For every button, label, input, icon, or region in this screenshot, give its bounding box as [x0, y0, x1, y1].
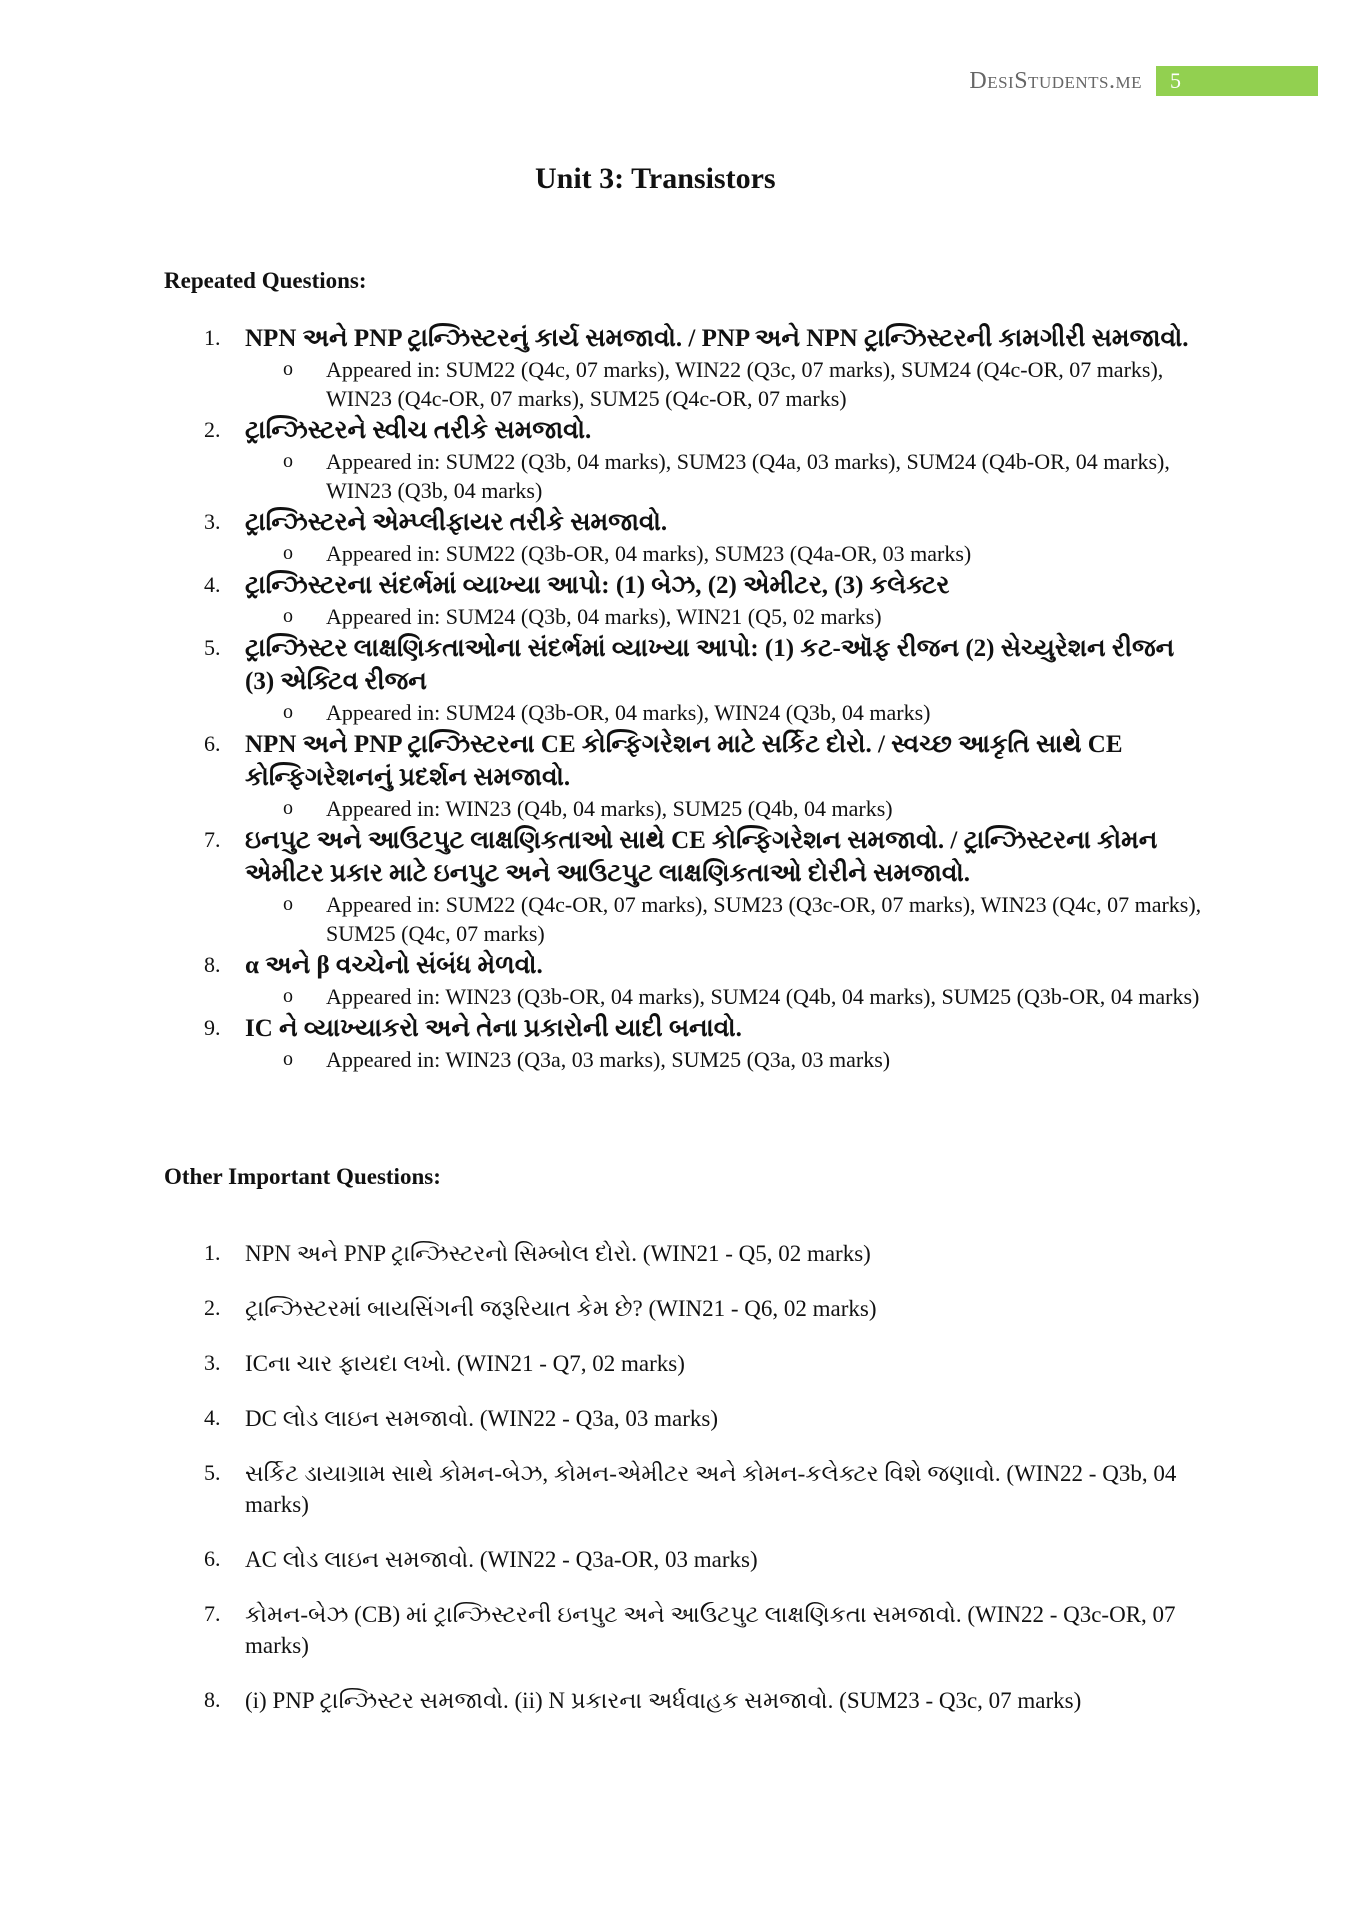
question-text: NPN અને PNP ટ્રાન્ઝિસ્ટરનું કાર્ય સમજાવો. / PNP અને NPN ટ્રાન્ઝિસ્ટરની કામગીરી સમજાવો.: [245, 325, 1189, 352]
repeated-question-item: [164, 322, 1204, 413]
page-number: 5: [1156, 66, 1318, 96]
other-question-item: [164, 1293, 1204, 1324]
appeared-text: Appeared in: WIN23 (Q4b, 04 marks), SUM25 (Q4b, 04 marks): [326, 796, 893, 821]
appeared-text: Appeared in: SUM22 (Q3b-OR, 04 marks), SUM23 (Q4a-OR, 03 marks): [326, 541, 972, 566]
question-text: ટ્રાન્ઝિસ્ટરને સ્વીચ તરીકે સમજાવો.: [245, 417, 592, 444]
appeared-in-line: [245, 1045, 1204, 1074]
question-number: 7.: [204, 1601, 221, 1626]
bullet-icon: o: [283, 701, 293, 723]
other-question-item: [164, 1685, 1204, 1716]
repeated-question-item: [164, 632, 1204, 727]
question-number: 2.: [204, 417, 221, 442]
site-name: DesiStudents.me: [969, 68, 1142, 94]
appeared-in-line: [245, 539, 1204, 568]
question-number: 3.: [204, 1350, 221, 1375]
page-title: Unit 3: Transistors: [535, 162, 776, 195]
appeared-in-line: [245, 447, 1204, 505]
appeared-in-line: [245, 982, 1204, 1011]
appeared-in-line: [245, 794, 1204, 823]
appeared-text: Appeared in: SUM22 (Q3b, 04 marks), SUM23 (Q4a, 03 marks), SUM24 (Q4b-OR, 04 marks), WIN23 (Q3b, 04 marks): [326, 449, 1170, 503]
other-question-item: [164, 1544, 1204, 1575]
repeated-questions-heading: Repeated Questions:: [164, 268, 367, 293]
repeated-question-item: [164, 728, 1204, 823]
bullet-icon: o: [283, 797, 293, 819]
other-question-item: [164, 1599, 1204, 1661]
appeared-text: Appeared in: WIN23 (Q3a, 03 marks), SUM25 (Q3a, 03 marks): [326, 1047, 891, 1072]
question-text: DC લોડ લાઇન સમજાવો. (WIN22 - Q3a, 03 marks): [245, 1406, 719, 1431]
bullet-icon: o: [283, 358, 293, 380]
repeated-questions-list: [164, 322, 1204, 1075]
other-questions-list: [164, 1238, 1204, 1740]
question-number: 1.: [204, 325, 221, 350]
question-text: ટ્રાન્ઝિસ્ટરના સંદર્ભમાં વ્યાખ્યા આપો: (1) બેઝ, (2) એમીટર, (3) કલેક્ટર: [245, 572, 950, 599]
question-text: સર્કિટ ડાયાગ્રામ સાથે કોમન-બેઝ, કોમન-એમીટર અને કોમન-કલેક્ટર વિશે જણાવો. (WIN22 - Q3b, 04 marks): [245, 1461, 1177, 1517]
bullet-icon: o: [283, 450, 293, 472]
other-question-item: [164, 1403, 1204, 1434]
appeared-in-line: [245, 602, 1204, 631]
question-text: ટ્રાન્ઝિસ્ટરને એમ્પ્લીફાયર તરીકે સમજાવો.: [245, 509, 668, 536]
repeated-question-item: [164, 1012, 1204, 1074]
repeated-question-item: [164, 824, 1204, 948]
other-question-item: [164, 1238, 1204, 1269]
title-container: [535, 162, 776, 196]
question-number: 6.: [204, 731, 221, 756]
appeared-text: Appeared in: SUM22 (Q4c-OR, 07 marks), SUM23 (Q3c-OR, 07 marks), WIN23 (Q4c, 07 marks), SUM25 (Q4c, 07 marks): [326, 892, 1202, 946]
question-number: 2.: [204, 1295, 221, 1320]
repeated-question-item: [164, 949, 1204, 1011]
appeared-text: Appeared in: SUM22 (Q4c, 07 marks), WIN22 (Q3c, 07 marks), SUM24 (Q4c-OR, 07 marks), WIN23 (Q4c-OR, 07 marks), SUM25 (Q4c-OR, 07 marks): [326, 357, 1164, 411]
appeared-in-line: [245, 890, 1204, 948]
question-number: 5.: [204, 1460, 221, 1485]
appeared-text: Appeared in: SUM24 (Q3b-OR, 04 marks), WIN24 (Q3b, 04 marks): [326, 700, 931, 725]
bullet-icon: o: [283, 542, 293, 564]
question-number: 3.: [204, 509, 221, 534]
other-question-item: [164, 1458, 1204, 1520]
question-text: ટ્રાન્ઝિસ્ટરમાં બાયસિંગની જરૂરિયાત કેમ છે? (WIN21 - Q6, 02 marks): [245, 1296, 877, 1321]
question-text: ICના ચાર ફાયદા લખો. (WIN21 - Q7, 02 marks): [245, 1351, 685, 1376]
repeated-question-item: [164, 569, 1204, 631]
question-number: 4.: [204, 1405, 221, 1430]
question-number: 9.: [204, 1015, 221, 1040]
other-question-item: [164, 1348, 1204, 1379]
page-header: [969, 66, 1318, 96]
appeared-in-line: [245, 355, 1204, 413]
question-text: IC ને વ્યાખ્યાકરો અને તેના પ્રકારોની યાદી બનાવો.: [245, 1015, 742, 1042]
repeated-question-item: [164, 506, 1204, 568]
question-text: NPN અને PNP ટ્રાન્ઝિસ્ટરના CE કોન્ફિગરેશન માટે સર્કિટ દોરો. / સ્વચ્છ આકૃતિ સાથે CE કોન્ફિગરેશનનું પ્રદર્શન સમજાવો.: [245, 731, 1123, 791]
question-text: α અને β વચ્ચેનો સંબંધ મેળવો.: [245, 952, 543, 979]
bullet-icon: o: [283, 893, 293, 915]
question-number: 7.: [204, 827, 221, 852]
question-number: 5.: [204, 635, 221, 660]
appeared-text: Appeared in: WIN23 (Q3b-OR, 04 marks), SUM24 (Q4b, 04 marks), SUM25 (Q3b-OR, 04 marks): [326, 984, 1200, 1009]
question-text: ટ્રાન્ઝિસ્ટર લાક્ષણિકતાઓના સંદર્ભમાં વ્યાખ્યા આપો: (1) કટ-ઑફ રીજન (2) સેચ્યુરેશન રીજન (3) એક્ટિવ રીજન: [245, 635, 1175, 695]
bullet-icon: o: [283, 605, 293, 627]
question-number: 1.: [204, 1240, 221, 1265]
bullet-icon: o: [283, 985, 293, 1007]
appeared-text: Appeared in: SUM24 (Q3b, 04 marks), WIN21 (Q5, 02 marks): [326, 604, 882, 629]
bullet-icon: o: [283, 1048, 293, 1070]
question-number: 8.: [204, 952, 221, 977]
repeated-question-item: [164, 414, 1204, 505]
question-text: કોમન-બેઝ (CB) માં ટ્રાન્ઝિસ્ટરની ઇનપુટ અને આઉટપુટ લાક્ષણિકતા સમજાવો. (WIN22 - Q3c-OR, 07 marks): [245, 1602, 1176, 1658]
question-text: ઇનપુટ અને આઉટપુટ લાક્ષણિકતાઓ સાથે CE કોન્ફિગરેશન સમજાવો. / ટ્રાન્ઝિસ્ટરના કોમન એમીટર પ્રકાર માટે ઇનપુટ અને આઉટપુટ લાક્ષણિકતાઓ દોરીને સમજાવો.: [245, 827, 1158, 887]
question-text: AC લોડ લાઇન સમજાવો. (WIN22 - Q3a-OR, 03 marks): [245, 1547, 758, 1572]
question-number: 6.: [204, 1546, 221, 1571]
question-text: NPN અને PNP ટ્રાન્ઝિસ્ટરનો સિમ્બોલ દોરો. (WIN21 - Q5, 02 marks): [245, 1241, 871, 1266]
appeared-in-line: [245, 698, 1204, 727]
question-number: 8.: [204, 1687, 221, 1712]
question-number: 4.: [204, 572, 221, 597]
question-text: (i) PNP ટ્રાન્ઝિસ્ટર સમજાવો. (ii) N પ્રકારના અર્ધવાહક સમજાવો. (SUM23 - Q3c, 07 marks): [245, 1688, 1082, 1713]
other-questions-heading: Other Important Questions:: [164, 1164, 441, 1189]
